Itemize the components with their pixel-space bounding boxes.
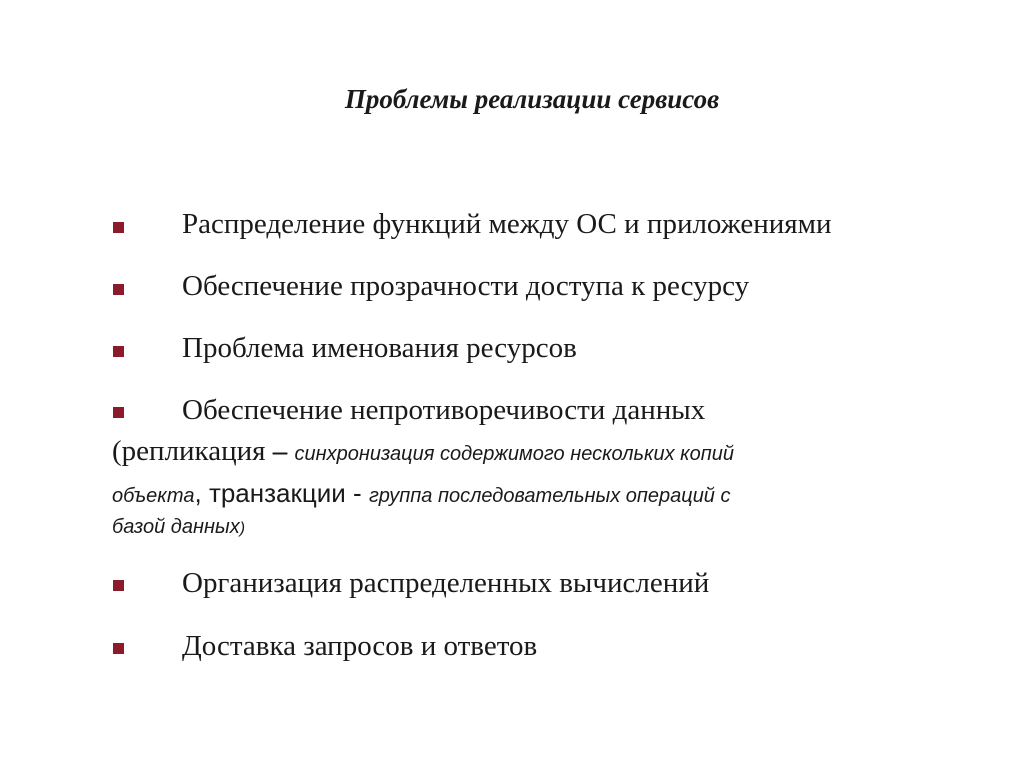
dash-short: - <box>345 478 369 508</box>
definition-replication-cont: объекта <box>112 485 195 507</box>
definition-transaction: группа последовательных операций с <box>368 485 731 507</box>
list-item-2: Обеспечение прозрачности доступа к ресурсу <box>182 270 750 302</box>
list-item-4: Обеспечение непротиворечивости данных <box>182 394 706 426</box>
term-transaction: транзакции <box>208 478 346 508</box>
bullet-square-icon <box>113 407 124 418</box>
bullet-square-icon <box>113 222 124 233</box>
bullet-square-icon <box>113 643 124 654</box>
bullet-square-icon <box>113 580 124 591</box>
definition-transaction-cont: базой данных <box>112 516 240 538</box>
list-item-3: Проблема именования ресурсов <box>182 332 577 364</box>
list-item-6: Доставка запросов и ответов <box>182 630 538 662</box>
open-paren: ( <box>112 435 122 467</box>
list-item-1: Распределение функций между ОС и приложениями <box>182 208 832 240</box>
slide-title: Проблемы реализации сервисов <box>344 84 720 114</box>
bullet-square-icon <box>113 284 124 295</box>
list-item-4-detail-line-3 <box>112 517 245 537</box>
list-item-5: Организация распределенных вычислений <box>182 567 710 599</box>
term-replication: репликация <box>121 435 266 467</box>
comma: , <box>194 478 209 508</box>
definition-replication: синхронизация содержимого нескольких копий <box>294 443 734 465</box>
dash-long: – <box>265 435 295 467</box>
list-item-4-detail-line-1 <box>112 437 734 466</box>
bullet-square-icon <box>113 346 124 357</box>
list-item-4-detail-line-2 <box>112 480 731 506</box>
close-paren: ) <box>239 520 246 537</box>
